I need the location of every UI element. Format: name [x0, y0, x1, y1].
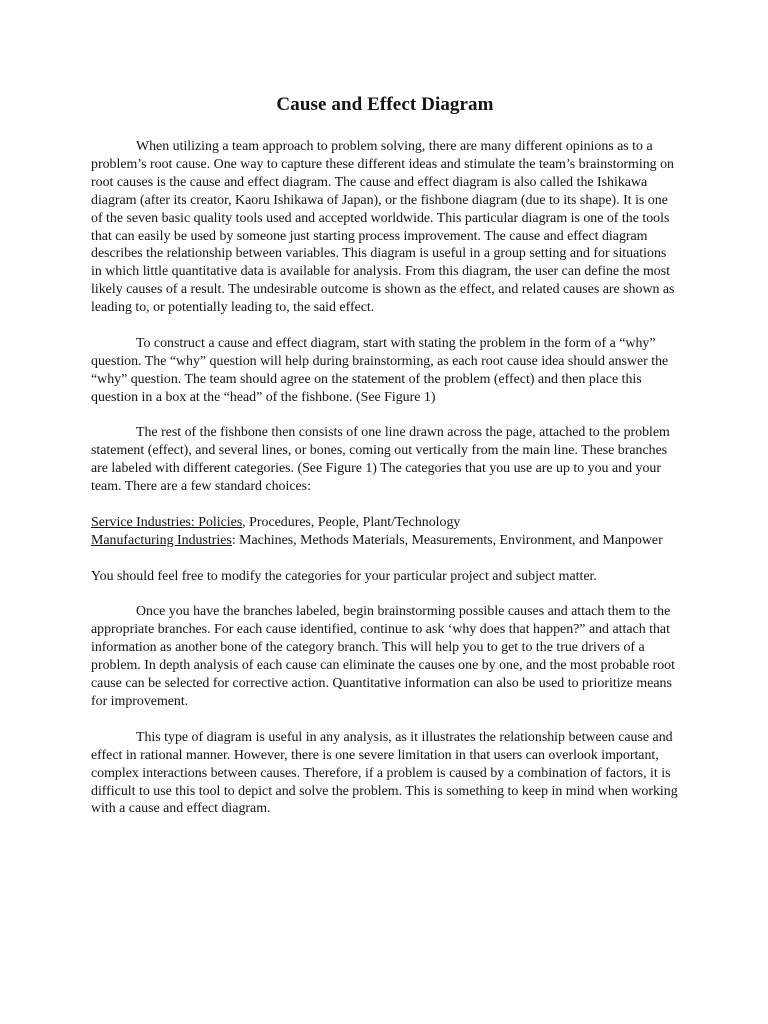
service-industries-label: Service Industries: Policies [91, 514, 243, 530]
modify-categories-note: You should feel free to modify the categories for your particular project and subject matter. [91, 568, 597, 584]
limitation-paragraph: This type of diagram is useful in any analysis, as it illustrates the relationship between cause and effect in rational manner. However, there is one severe limitation in that users can overlook important, complex interactions between causes. Therefore, if a problem is caused by a combination of factors, it is difficult to use this tool to depict and solve the problem. This is something to keep in mind when working with a cause and effect diagram. [91, 729, 678, 817]
brainstorming-paragraph: Once you have the branches labeled, begin brainstorming possible causes and attach them to the appropriate branches. For each cause identified, continue to ask ‘why does that happen?” and attach that information as another bone of the category branch. This will help you to get to the true drivers of a problem. In depth analysis of each cause can eliminate the causes one by one, and the most probable root cause can be selected for corrective action. Quantitative information can also be used to prioritize means for improvement. [91, 604, 675, 710]
document-body [91, 94, 679, 836]
manufacturing-industries-list: : Machines, Methods Materials, Measurements, Environment, and Manpower [231, 532, 663, 548]
intro-paragraph: When utilizing a team approach to problem solving, there are many different opinions as to a problem’s root cause. One way to capture these different ideas and stimulate the team’s brainstorming on root causes is the cause and effect diagram. The cause and effect diagram is also called the Ishikawa diagram (after its creator, Kaoru Ishikawa of Japan), or the fishbone diagram (due to its shape). It is one of the seven basic quality tools used and accepted worldwide. This particular diagram is one of the tools that can easily be used by someone just starting process improvement. The cause and effect diagram describes the relationship between variables. This diagram is useful in a group setting and for situations in which little quantitative data is available for analysis. From this diagram, the user can define the most likely causes of a result. The undesirable outcome is shown as the effect, and related causes are shown as leading to, or potentially leading to, the said effect. [91, 139, 675, 316]
manufacturing-industries-label: Manufacturing Industries [91, 532, 232, 548]
service-industries-line [91, 514, 679, 532]
manufacturing-industries-line [91, 532, 679, 550]
construct-paragraph: To construct a cause and effect diagram, start with stating the problem in the form of a “why” question. The “why” question will help during brainstorming, as each root cause idea should answer the “why” question. The team should agree on the statement of the problem (effect) and then place this question in a box at the “head” of the fishbone. (See Figure 1) [91, 335, 669, 405]
service-industries-list: , Procedures, People, Plant/Technology [242, 514, 461, 530]
document-title: Cause and Effect Diagram [276, 94, 494, 115]
fishbone-paragraph: The rest of the fishbone then consists of one line drawn across the page, attached to the problem statement (effect), and several lines, or bones, coming out vertically from the main line. These branches are labeled with different categories. (See Figure 1) The categories that you use are up to you and your team. There are a few standard choices: [91, 425, 670, 495]
category-choices [91, 514, 679, 550]
